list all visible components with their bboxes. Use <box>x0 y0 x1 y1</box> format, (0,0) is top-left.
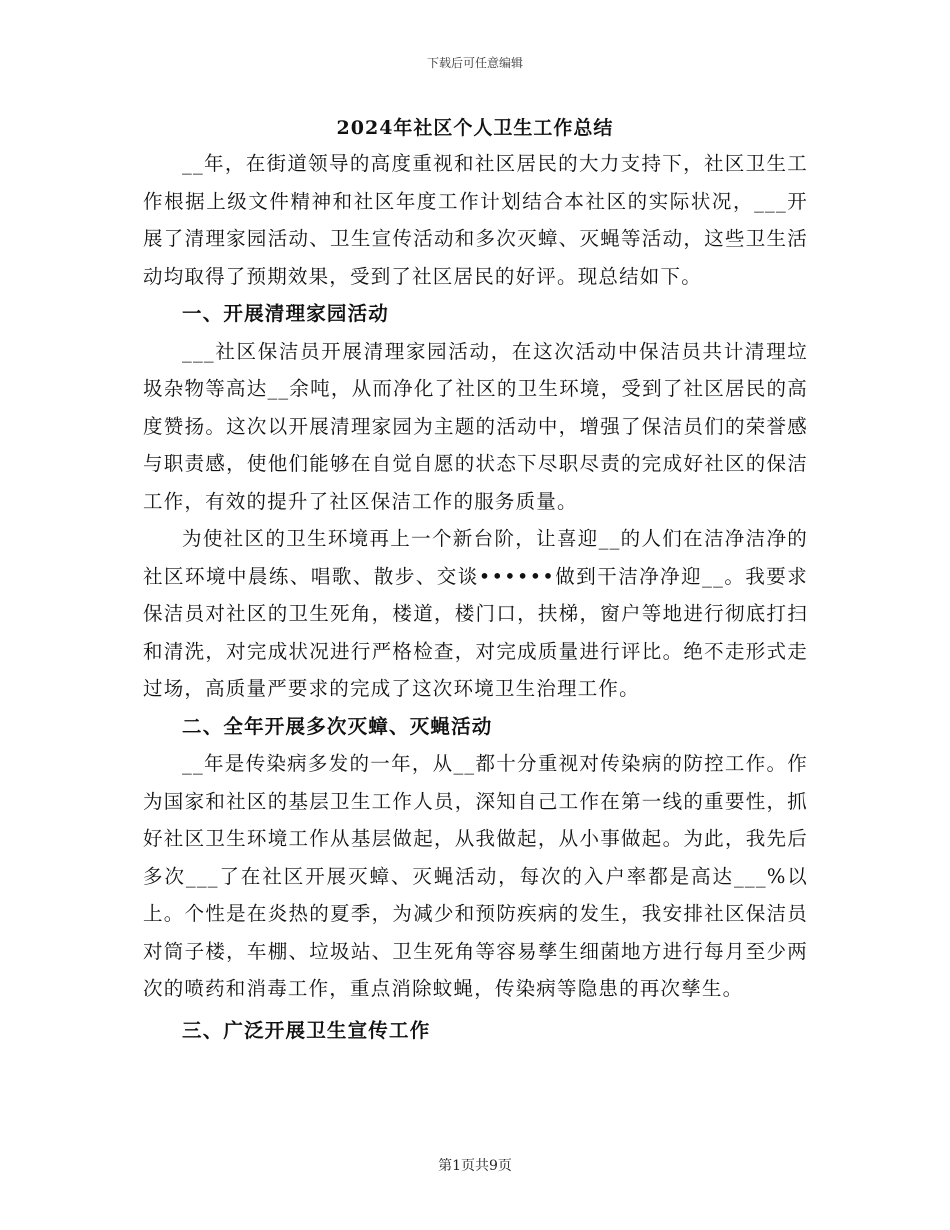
intro-paragraph: __年，在街道领导的高度重视和社区居民的大力支持下，社区卫生工作根据上级文件精神和社区年度工作计划结合本社区的实际状况，___开展了清理家园活动、卫生宣传活动和多次灭蟑、灭蝇等活动，这些卫生活动均取得了预期效果，受到了社区居民的好评。现总结如下。 <box>143 152 808 288</box>
document-title: 2024年社区个人卫生工作总结 <box>336 117 614 139</box>
section-heading-2: 二、全年开展多次灭蟑、灭蝇活动 <box>182 714 493 738</box>
download-note: 下载后可任意编辑 <box>426 56 523 70</box>
section-1-paragraph-1: ___社区保洁员开展清理家园活动，在这次活动中保洁员共计清理垃圾杂物等高达__余吨，从而净化了社区的卫生环境，受到了社区居民的高度赞扬。这次以开展清理家园为主题的活动中，增强了保洁员们的荣誉感与职责感，使他们能够在自觉自愿的状态下尽职尽责的完成好社区的保洁工作，有效的提升了社区保洁工作的服务质量。 <box>143 339 808 513</box>
section-heading-1: 一、开展清理家园活动 <box>182 302 390 325</box>
section-2-paragraph-1: __年是传染病多发的一年，从__都十分重视对传染病的防控工作。作为国家和社区的基层卫生工作人员，深知自己工作在第一线的重要性，抓好社区卫生环境工作从基层做起，从我做起，从小事做起。为此，我先后多次___了在社区开展灭蟑、灭蝇活动，每次的入户率都是高达___%以上。个性是在炎热的夏季，为减少和预防疾病的发生，我安排社区保洁员对筒子楼，车棚、垃圾站、卫生死角等容易孳生细菌地方进行每月至少两次的喷药和消毒工作，重点消除蚊蝇，传染病等隐患的再次孳生。 <box>143 752 808 1000</box>
section-heading-3: 三、广泛开展卫生宣传工作 <box>182 1018 431 1042</box>
section-1-paragraph-2: 为使社区的卫生环境再上一个新台阶，让喜迎__的人们在洁净洁净的社区环境中晨练、唱歌、散步、交谈••••••做到干洁净净迎__。我要求保洁员对社区的卫生死角，楼道，楼门口，扶梯，窗户等地进行彻底打扫和清洗，对完成状况进行严格检查，对完成质量进行评比。绝不走形式走过场，高质量严要求的完成了这次环境卫生治理工作。 <box>143 527 808 700</box>
page-number: 第1页共9页 <box>438 1158 512 1174</box>
document-body <box>143 145 808 1049</box>
